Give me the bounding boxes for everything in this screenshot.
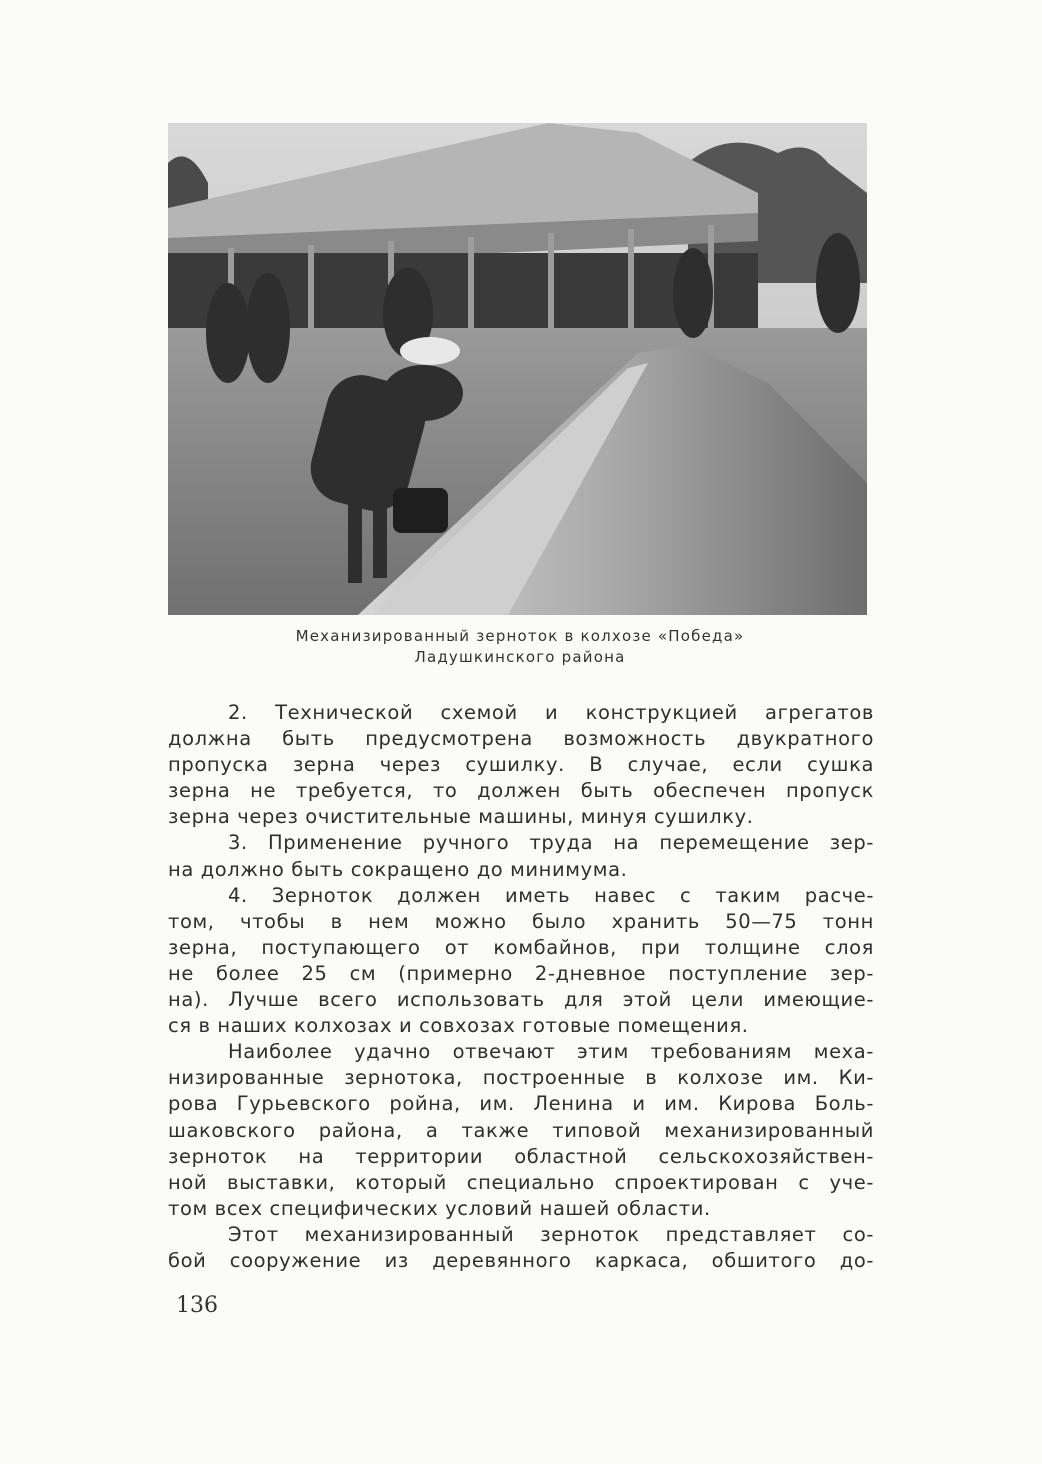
text-line: на). Лучше всего использовать для этой цели имеющие-	[168, 988, 874, 1012]
text-line: рова Гурьевского ройна, им. Ленина и им. Кирова Боль-	[168, 1092, 874, 1116]
text-line: зерна через очистительные машины, минуя сушилку.	[168, 805, 754, 829]
text-line: шаковского района, а также типовой механизированный	[168, 1118, 874, 1142]
text-line: 3. Применение ручного труда на перемещение зер-	[228, 831, 874, 855]
text-line: должна быть предусмотрена возможность двукратного	[168, 727, 874, 751]
text-line: на должно быть сокращено до минимума.	[168, 857, 628, 881]
body-text	[168, 700, 874, 1274]
text-line: ной выставки, который специально спроектирован с уче-	[168, 1170, 874, 1194]
text-line: том, чтобы в нем можно было хранить 50—75 тонн	[168, 909, 874, 933]
text-line: Наиболее удачно отвечают этим требованиям меха-	[228, 1040, 874, 1064]
text-line: зерноток на территории областной сельскохозяйствен-	[168, 1144, 874, 1168]
photo-image	[168, 123, 867, 615]
paragraph-4	[168, 1039, 874, 1222]
page-number: 136	[176, 1293, 218, 1318]
text-line: пропуска зерна через сушилку. В случае, если сушка	[168, 753, 874, 777]
text-line: зерна, поступающего от комбайнов, при толщине слоя	[168, 935, 874, 959]
caption-line-1: Механизированный зерноток в колхозе «Победа»	[295, 627, 745, 645]
photo	[168, 123, 867, 615]
paragraph-3	[168, 883, 874, 1040]
text-line: ся в наших колхозах и совхозах готовые помещения.	[168, 1014, 749, 1038]
paragraph-5	[168, 1222, 874, 1274]
photo-caption	[170, 626, 870, 668]
text-line: том всех специфических условий нашей области.	[168, 1196, 711, 1220]
text-line: бой сооружение из деревянного каркаса, обшитого до-	[168, 1248, 874, 1272]
text-line: 2. Технической схемой и конструкцией агрегатов	[228, 701, 874, 724]
paragraph-1	[168, 700, 874, 830]
text-line: не более 25 см (примерно 2-дневное поступление зер-	[168, 961, 874, 985]
text-line: зерна не требуется, то должен быть обеспечен пропуск	[168, 779, 874, 803]
text-line: 4. Зерноток должен иметь навес с таким расче-	[228, 883, 874, 907]
caption-line-2: Ладушкинского района	[414, 648, 626, 666]
text-line: Этот механизированный зерноток представляет со-	[228, 1222, 874, 1246]
paragraph-2	[168, 830, 874, 882]
text-line: низированные зернотока, построенные в колхозе им. Ки-	[168, 1066, 874, 1090]
